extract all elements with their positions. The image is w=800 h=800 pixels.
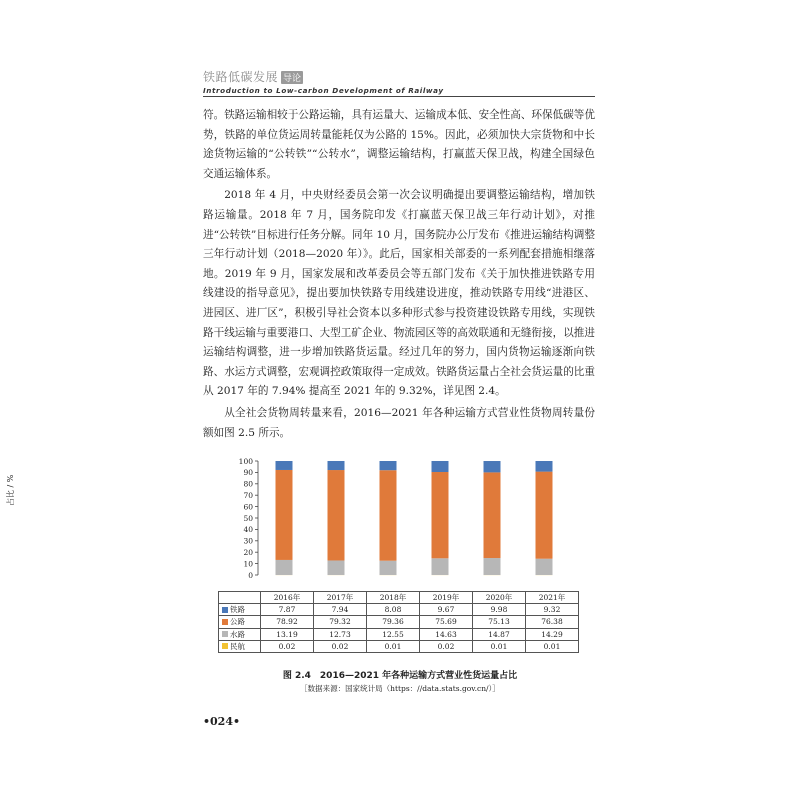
data-label: 79.36 [367,616,420,628]
data-label: 0.01 [473,640,526,652]
data-label: 14.29 [526,628,579,640]
y-tick-label: 30 [243,536,253,546]
bar-segment [380,461,397,470]
data-label: 8.08 [367,604,420,616]
table-row [219,628,579,640]
data-label: 0.01 [367,640,420,652]
data-label: 76.38 [526,616,579,628]
table-row [219,640,579,652]
bar-segment [328,461,345,470]
y-tick-label: 100 [238,456,253,466]
data-label: 0.02 [420,640,473,652]
running-head-title [203,66,595,85]
legend-entry [219,604,261,616]
bar-segment [536,559,553,575]
chart-y-axis-label: 占比 / % [6,474,15,506]
legend-entry [219,628,261,640]
legend-swatch [222,631,228,637]
x-tick-label: 2017年 [314,592,367,604]
header-rule [203,96,595,97]
data-label: 7.87 [261,604,314,616]
y-tick-label: 0 [248,570,253,580]
data-label: 13.19 [261,628,314,640]
page-number: •024• [203,715,241,728]
bar-segment [380,470,397,560]
bar-segment [432,558,449,575]
x-tick-label: 2021年 [526,592,579,604]
bar-segment [432,472,449,558]
legend-label: 公路 [230,617,245,627]
bar-segment [432,461,449,472]
bar-segment [484,558,501,575]
legend-label: 水路 [230,629,245,639]
bar-segment [536,472,553,559]
book-badge: 导论 [281,71,303,84]
bar-segment [380,561,397,575]
bar-segment [536,461,553,472]
paragraph-2: 2018 年 4 月，中央财经委员会第一次会议明确提出要调整运输结构，增加铁路运输量。2018 年 7 月，国务院印发《打赢蓝天保卫战三年行动计划》，对推进“公转铁”目标进行任务分解。同年 10 月，国务院办公厅发布《推进运输结构调整三年行动计划（2018—2020 年）》。此后，国家相关部委的一系列配套措施相继落地。2019 年 9 月，国家发展和改革委员会等五部门发布《关于加快推进铁路专用线建设的指导意见》，提出要加快铁路专用线建设进度，推动铁路专用线“进港区、进园区、进厂区”，积极引导社会资本以多种形式参与投资建设铁路专用线，实现铁路干线运输与重要港口、大型工矿企业、物流园区等的高效联通和无缝衔接，以推进运输结构调整，进一步增加铁路货运量。经过几年的努力，国内货物运输逐渐向铁路、水运方式调整，宏观调控政策取得一定成效。铁路货运量占全社会货运量的比重从 2017 年的 7.94% 提高至 2021 年的 9.32%，详见图 2.4。 [203,189,595,398]
data-label: 12.55 [367,628,420,640]
book-title-cn: 铁路低碳发展 [203,70,279,84]
legend-label: 民航 [230,641,245,651]
data-label: 0.02 [314,640,367,652]
bar-segment [276,560,293,575]
data-label: 14.87 [473,628,526,640]
legend-label: 铁路 [230,605,245,615]
data-label: 75.13 [473,616,526,628]
data-label: 0.01 [526,640,579,652]
bar-segment [484,472,501,558]
legend-swatch [222,607,228,613]
bar-segment [328,560,345,575]
body-text [203,106,595,445]
y-tick-label: 10 [243,559,253,569]
table-row [219,604,579,616]
y-tick-label: 20 [243,548,253,557]
y-tick-label: 60 [243,502,253,512]
x-tick-label: 2016年 [261,592,314,604]
bar-segment [328,470,345,560]
bar-segment [276,461,293,470]
figure-caption: 图 2.4 2016—2021 年各种运输方式营业性货运量占比 [282,671,518,681]
data-label: 14.63 [420,628,473,640]
data-label: 9.67 [420,604,473,616]
table-corner-cell [219,592,261,604]
y-tick-label: 70 [243,491,253,500]
running-head [203,66,595,95]
data-label: 9.32 [526,604,579,616]
bar-segment [484,461,501,472]
data-label: 75.69 [420,616,473,628]
chart-data-table [218,591,579,653]
x-tick-label: 2019年 [420,592,473,604]
legend-entry [219,640,261,652]
data-label: 78.92 [261,616,314,628]
table-header-row [219,592,579,604]
bar-segment [276,470,293,560]
x-tick-label: 2018年 [367,592,420,604]
data-label: 12.73 [314,628,367,640]
y-tick-label: 80 [243,479,253,489]
y-tick-label: 90 [243,468,253,478]
data-label: 7.94 [314,604,367,616]
data-label: 0.02 [261,640,314,652]
legend-swatch [222,643,228,649]
table-row [219,616,579,628]
paragraph-1: 符。铁路运输相较于公路运输，具有运量大、运输成本低、安全性高、环保低碳等优势，铁路的单位货运周转量能耗仅为公路的 15%。因此，必须加快大宗货物和中长途货物运输的“公转铁”“公转水”，调整运输结构，打赢蓝天保卫战，构建全国绿色交通运输体系。 [203,109,595,180]
y-tick-label: 40 [243,525,253,535]
book-title-en: Introduction to Low-carbon Development of Railway [203,86,444,95]
y-tick-label: 50 [243,513,253,523]
data-label: 79.32 [314,616,367,628]
paragraph-3: 从全社会货物周转量来看，2016—2021 年各种运输方式营业性货物周转量份额如图 2.5 所示。 [203,406,595,439]
figure-source: ［数据来源：国家统计局（https：//data.stats.gov.cn/）］ [300,684,500,693]
data-label: 9.98 [473,604,526,616]
legend-swatch [222,619,228,625]
legend-entry [219,616,261,628]
x-tick-label: 2020年 [473,592,526,604]
